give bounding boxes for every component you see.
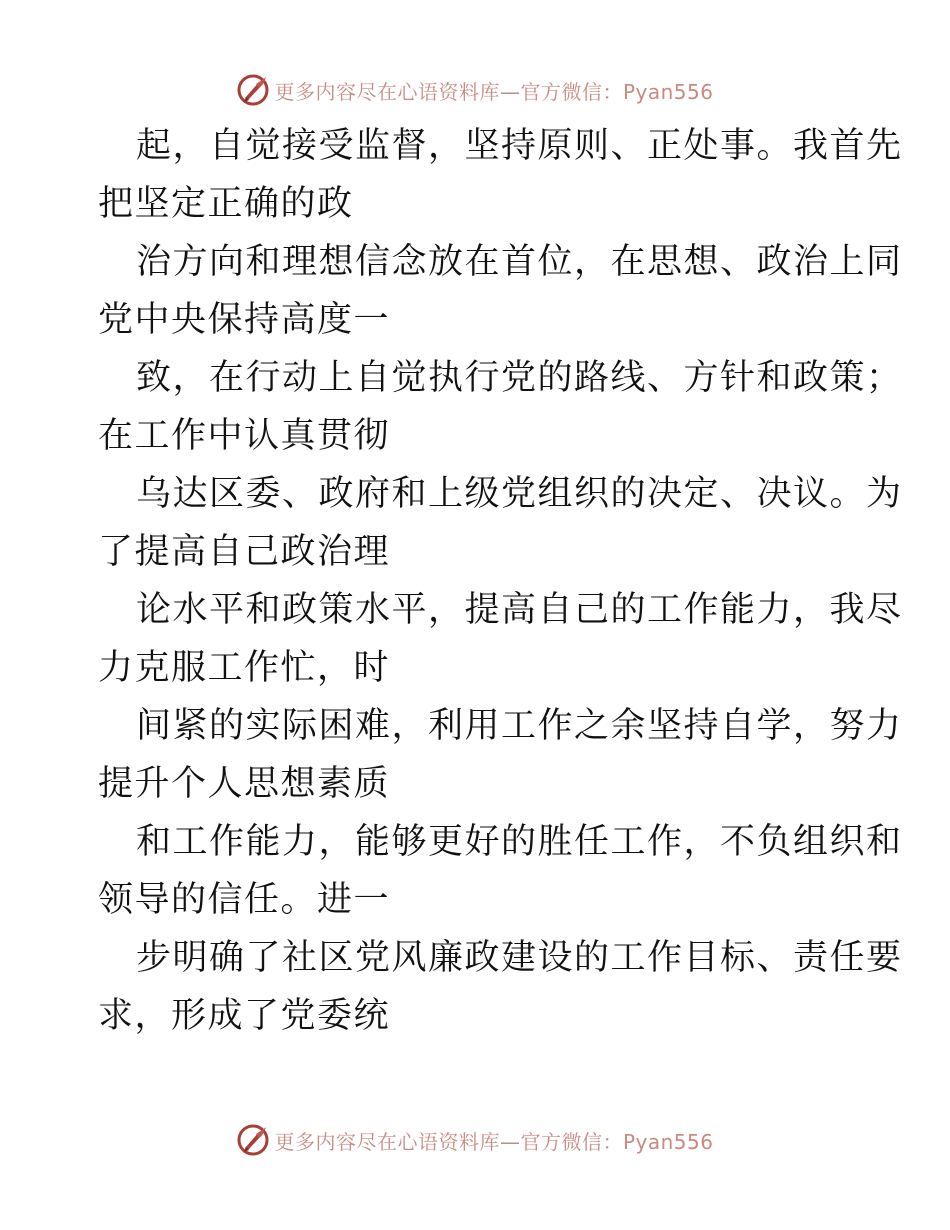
document-body [98,117,903,1045]
banner-dash: — [499,79,521,104]
body-line: 求，形成了党委统 [98,996,391,1036]
footer-banner-text [274,1126,713,1155]
banner-title: 更多内容尽在心语资料库 [274,1129,500,1154]
body-line: 治方向和理想信念放在首位，在思想、政治上同 [136,242,903,282]
quill-pen-logo-icon [236,1123,270,1157]
body-line: 力克服工作忙，时 [98,648,391,688]
banner-title: 更多内容尽在心语资料库 [274,79,500,104]
banner-dash: — [499,1129,521,1154]
body-line: 乌达区委、政府和上级党组织的决定、决议。为 [136,474,903,514]
body-line: 把坚定正确的政 [98,184,354,224]
body-line: 和工作能力，能够更好的胜任工作，不负组织和 [136,822,903,862]
body-line: 论水平和政策水平，提高自己的工作能力，我尽 [136,590,903,630]
header-banner-text [274,76,713,105]
body-line: 步明确了社区党风廉政建设的工作目标、责任要 [136,938,903,978]
footer-banner [0,1120,950,1160]
body-line: 领导的信任。进一 [98,880,391,920]
header-banner [0,70,950,110]
body-line: 致，在行动上自觉执行党的路线、方针和政策； [136,358,903,398]
body-line: 起，自觉接受监督，坚持原则、正处事。我首先 [136,126,903,166]
body-line: 党中央保持高度一 [98,300,391,340]
body-line: 在工作中认真贯彻 [98,416,391,456]
body-line: 提升个人思想素质 [98,764,391,804]
banner-wechat: 官方微信：Pyan556 [520,79,714,104]
quill-pen-logo-icon [236,73,270,107]
body-line: 间紧的实际困难，利用工作之余坚持自学，努力 [136,706,903,746]
body-line: 了提高自己政治理 [98,532,391,572]
banner-wechat: 官方微信：Pyan556 [520,1129,714,1154]
